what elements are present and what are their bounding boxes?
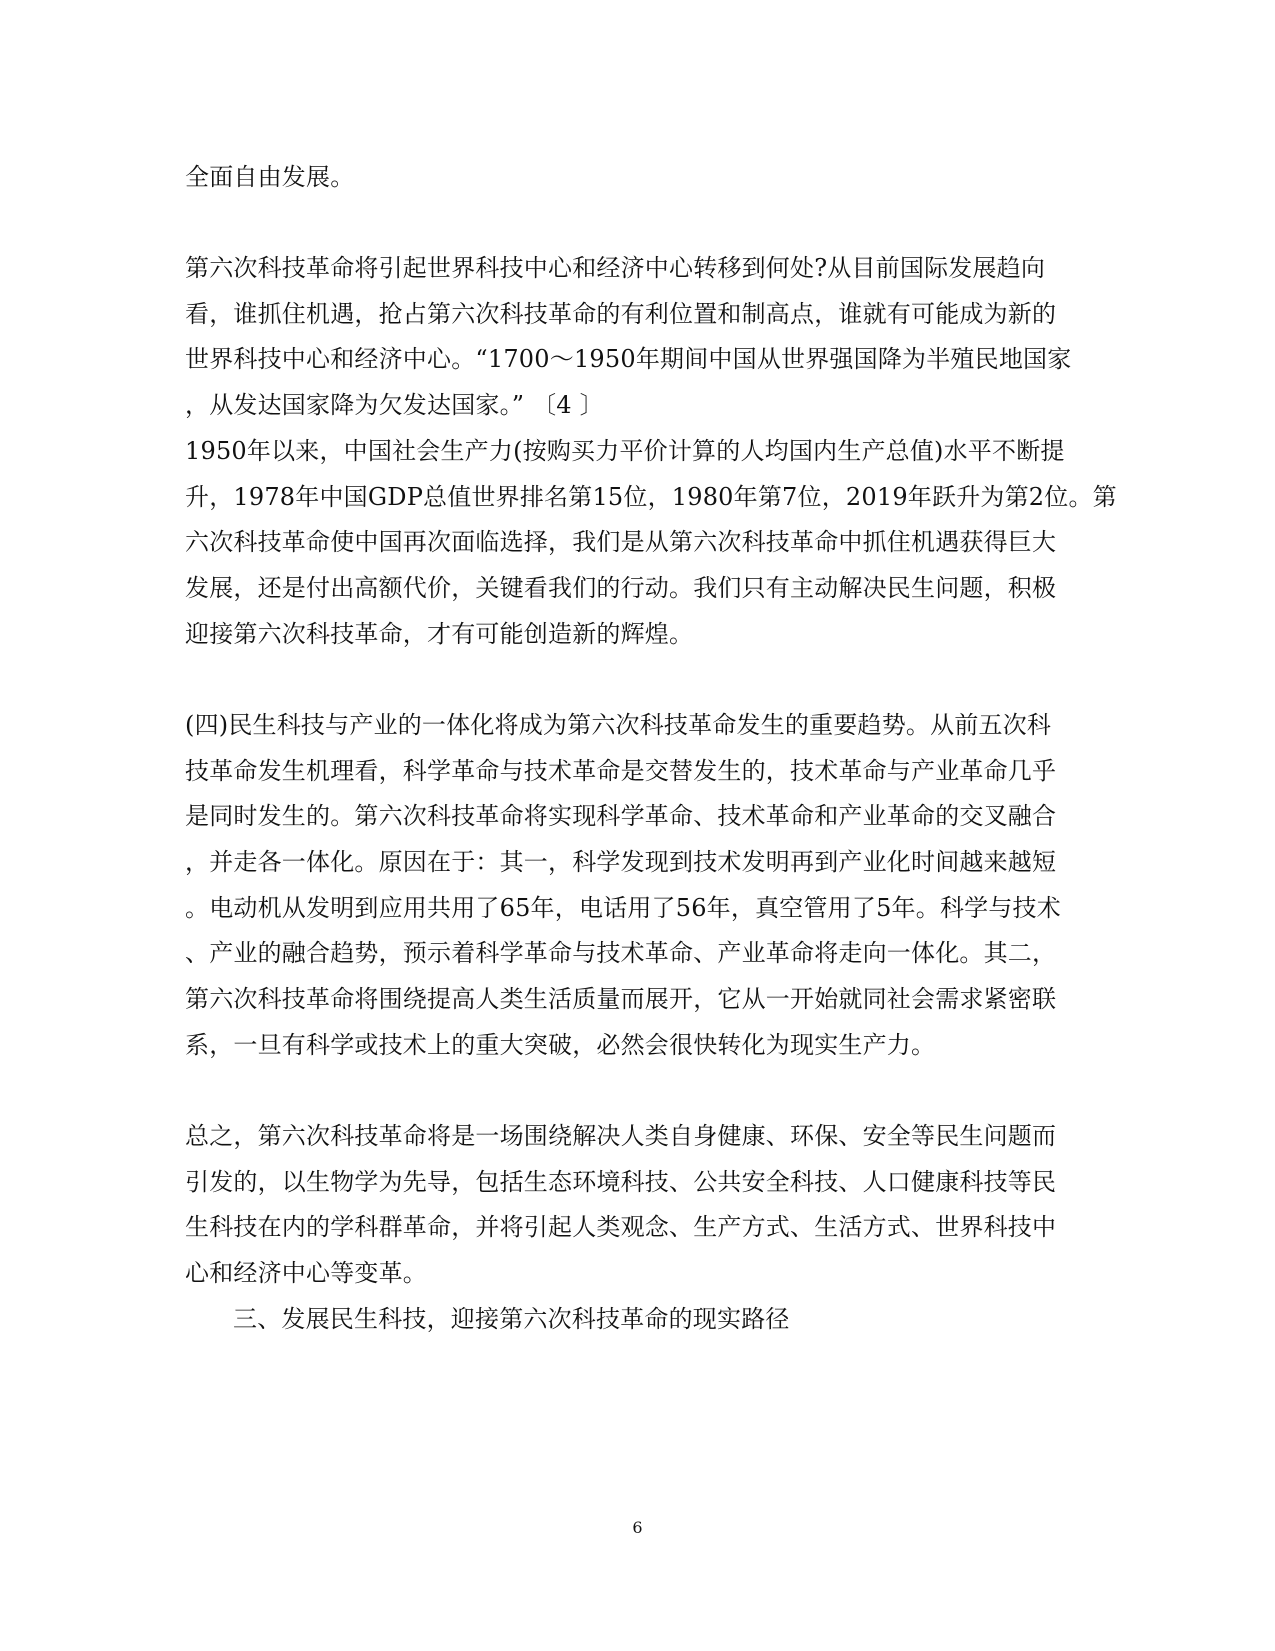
section-heading: 三、发展民生科技，迎接第六次科技革命的现实路径: [233, 1305, 790, 1333]
text-line: 第六次科技革命将围绕提高人类生活质量而展开，它从一开始就同社会需求紧密联: [185, 985, 1057, 1013]
text-line: 世界科技中心和经济中心。“1700～1950年期间中国从世界强国降为半殖民地国家: [185, 345, 1072, 373]
text-line: 发展，还是付出高额代价，关键看我们的行动。我们只有主动解决民生问题，积极: [185, 574, 1057, 602]
text-line: 生科技在内的学科群革命，并将引起人类观念、生产方式、生活方式、世界科技中: [185, 1213, 1057, 1241]
text-line: 总之，第六次科技革命将是一场围绕解决人类自身健康、环保、安全等民生问题而: [185, 1122, 1057, 1150]
text-line: 、产业的融合趋势，预示着科学革命与技术革命、产业革命将走向一体化。其二，: [185, 939, 1057, 967]
text-line: 心和经济中心等变革。: [185, 1259, 427, 1287]
text-line: 六次科技革命使中国再次面临选择，我们是从第六次科技革命中抓住机遇获得巨大: [185, 528, 1057, 556]
text-line: 迎接第六次科技革命，才有可能创造新的辉煌。: [185, 620, 694, 648]
text-line: ，从发达国家降为欠发达国家。” 〔4 〕: [185, 391, 604, 419]
text-line: 1950年以来，中国社会生产力(按购买力平价计算的人均国内生产总值)水平不断提: [185, 437, 1065, 465]
text-line: 全面自由发展。: [185, 163, 355, 191]
text-line: 第六次科技革命将引起世界科技中心和经济中心转移到何处?从目前国际发展趋向: [185, 254, 1046, 282]
text-line: 是同时发生的。第六次科技革命将实现科学革命、技术革命和产业革命的交叉融合: [185, 802, 1057, 830]
text-line: ，并走各一体化。原因在于：其一，科学发现到技术发明再到产业化时间越来越短: [185, 848, 1057, 876]
text-line: (四)民生科技与产业的一体化将成为第六次科技革命发生的重要趋势。从前五次科: [185, 711, 1052, 739]
text-line: 升，1978年中国GDP总值世界排名第15位，1980年第7位，2019年跃升为第2位。第: [185, 483, 1117, 511]
text-line: 看，谁抓住机遇，抢占第六次科技革命的有利位置和制高点，谁就有可能成为新的: [185, 300, 1057, 328]
text-line: 。电动机从发明到应用共用了65年，电话用了56年，真空管用了5年。科学与技术: [185, 894, 1061, 922]
text-line: 技革命发生机理看，科学革命与技术革命是交替发生的，技术革命与产业革命几乎: [185, 757, 1057, 785]
page-number: 6: [632, 1518, 643, 1537]
text-line: 系，一旦有科学或技术上的重大突破，必然会很快转化为现实生产力。: [185, 1031, 936, 1059]
text-line: 引发的，以生物学为先导，包括生态环境科技、公共安全科技、人口健康科技等民: [185, 1168, 1057, 1196]
